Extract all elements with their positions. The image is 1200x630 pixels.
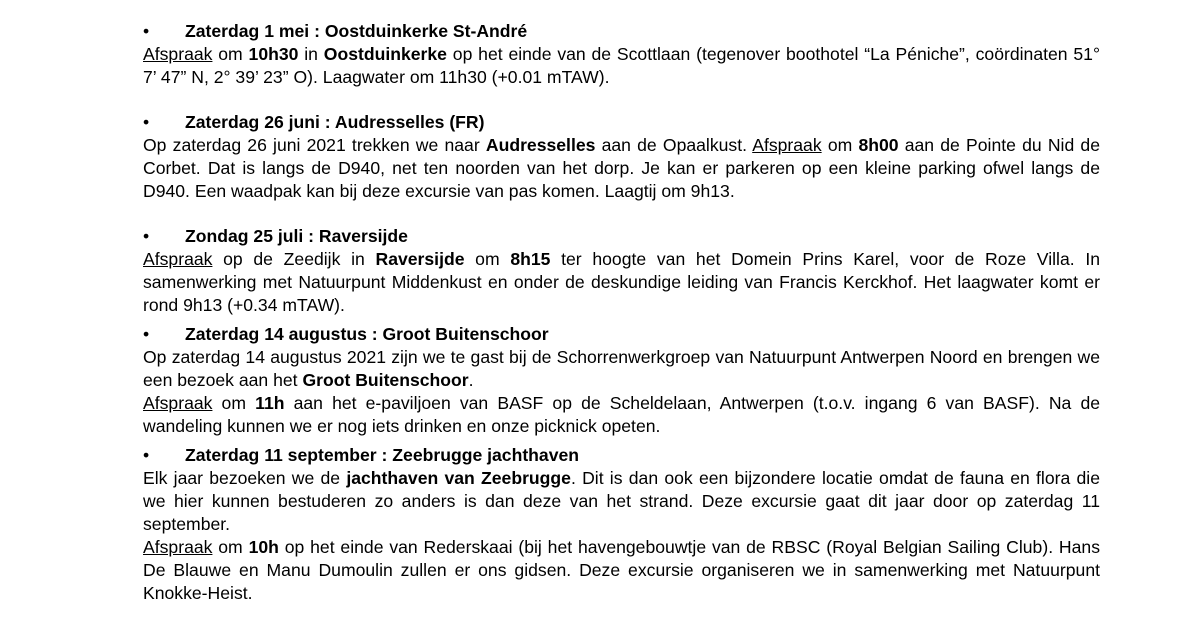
destination: Audresselles — [485, 135, 596, 155]
destination: Groot Buitenschoor — [302, 370, 469, 390]
event-description: Afspraak op de Zeedijk in Raversijde om 8h15 ter hoogte van het Domein Prins Karel, voor de Roze Villa. In samenwerking met Natuurpunt Middenkust en onder de deskundige leiding van Francis Kerckhof. Het laagwater komt er rond 9h13 (+0.34 mTAW). — [143, 249, 1100, 315]
event-appointment: Afspraak om 10h op het einde van Rederskaai (bij het havengebouwtje van de RBSC (Royal Belgian Sailing Club). Hans De Blauwe en Manu Dumoulin zullen er ons gidsen. Deze excursie organiseren we in samenwerking met Natuurpunt Knokke-Heist. — [143, 537, 1100, 603]
event-description: Elk jaar bezoeken we de jachthaven van Zeebrugge. Dit is dan ook een bijzondere locatie omdat de fauna en flora die we hier kunnen bestuderen zo anders is dan deze van het strand. Deze excursie gaat dit jaar door op zaterdag 11 september. — [143, 468, 1100, 534]
appointment-label: Afspraak — [143, 249, 213, 269]
meeting-time: 8h00 — [858, 135, 899, 155]
bullet-icon: • — [143, 112, 150, 132]
meeting-time: 10h — [248, 537, 279, 557]
event-title — [143, 20, 1100, 43]
event-description: Op zaterdag 14 augustus 2021 zijn we te gast bij de Schorrenwerkgroep van Natuurpunt Antwerpen Noord en brengen we een bezoek aan het Groot Buitenschoor. — [143, 347, 1100, 390]
meeting-time: 8h15 — [510, 249, 551, 269]
event-description: Op zaterdag 26 juni 2021 trekken we naar Audresselles aan de Opaalkust. Afspraak om 8h00 aan de Pointe du Nid de Corbet. Dat is langs de D940, net ten noorden van het dorp. Je kan er parkeren op een kleine parking ofwel langs de D940. Een waadpak kan bij deze excursie van pas komen. Laagtij om 9h13. — [143, 135, 1100, 201]
event-title — [143, 323, 1100, 346]
meeting-place: Raversijde — [375, 249, 465, 269]
event-title-text: Zondag 25 juli : Raversijde — [185, 226, 408, 246]
event-title-text: Zaterdag 14 augustus : Groot Buitenschoor — [185, 324, 549, 344]
event-title-text: Zaterdag 26 juni : Audresselles (FR) — [185, 112, 485, 132]
meeting-time: 10h30 — [248, 44, 299, 64]
appointment-label: Afspraak — [143, 44, 213, 64]
bullet-icon: • — [143, 445, 150, 465]
event-item — [143, 225, 1100, 317]
event-title-text: Zaterdag 11 september : Zeebrugge jachthaven — [185, 445, 580, 465]
meeting-place: Oostduinkerke — [323, 44, 447, 64]
bullet-icon: • — [143, 324, 150, 344]
destination: jachthaven van Zeebrugge — [346, 468, 571, 488]
appointment-label: Afspraak — [143, 537, 213, 557]
appointment-label: Afspraak — [752, 135, 822, 155]
bullet-icon: • — [143, 226, 150, 246]
event-item — [143, 323, 1100, 438]
event-appointment: Afspraak om 11h aan het e-paviljoen van BASF op de Scheldelaan, Antwerpen (t.o.v. ingang 6 van BASF). Na de wandeling kunnen we er nog iets drinken en onze picknick opeten. — [143, 393, 1101, 436]
meeting-time: 11h — [255, 393, 285, 413]
excursion-list — [143, 20, 1100, 605]
event-item — [143, 20, 1100, 89]
appointment-label: Afspraak — [143, 393, 213, 413]
event-title-text: Zaterdag 1 mei : Oostduinkerke St-André — [185, 21, 528, 41]
event-title — [143, 111, 1100, 134]
event-title — [143, 225, 1100, 248]
event-description: Afspraak om 10h30 in Oostduinkerke op het einde van de Scottlaan (tegenover boothotel “La Péniche”, coördinaten 51° 7’ 47” N, 2° 39’ 23” O). Laagwater om 11h30 (+0.01 mTAW). — [143, 44, 1100, 87]
event-item — [143, 444, 1100, 605]
event-title — [143, 444, 1100, 467]
event-item — [143, 111, 1100, 203]
bullet-icon: • — [143, 21, 150, 41]
